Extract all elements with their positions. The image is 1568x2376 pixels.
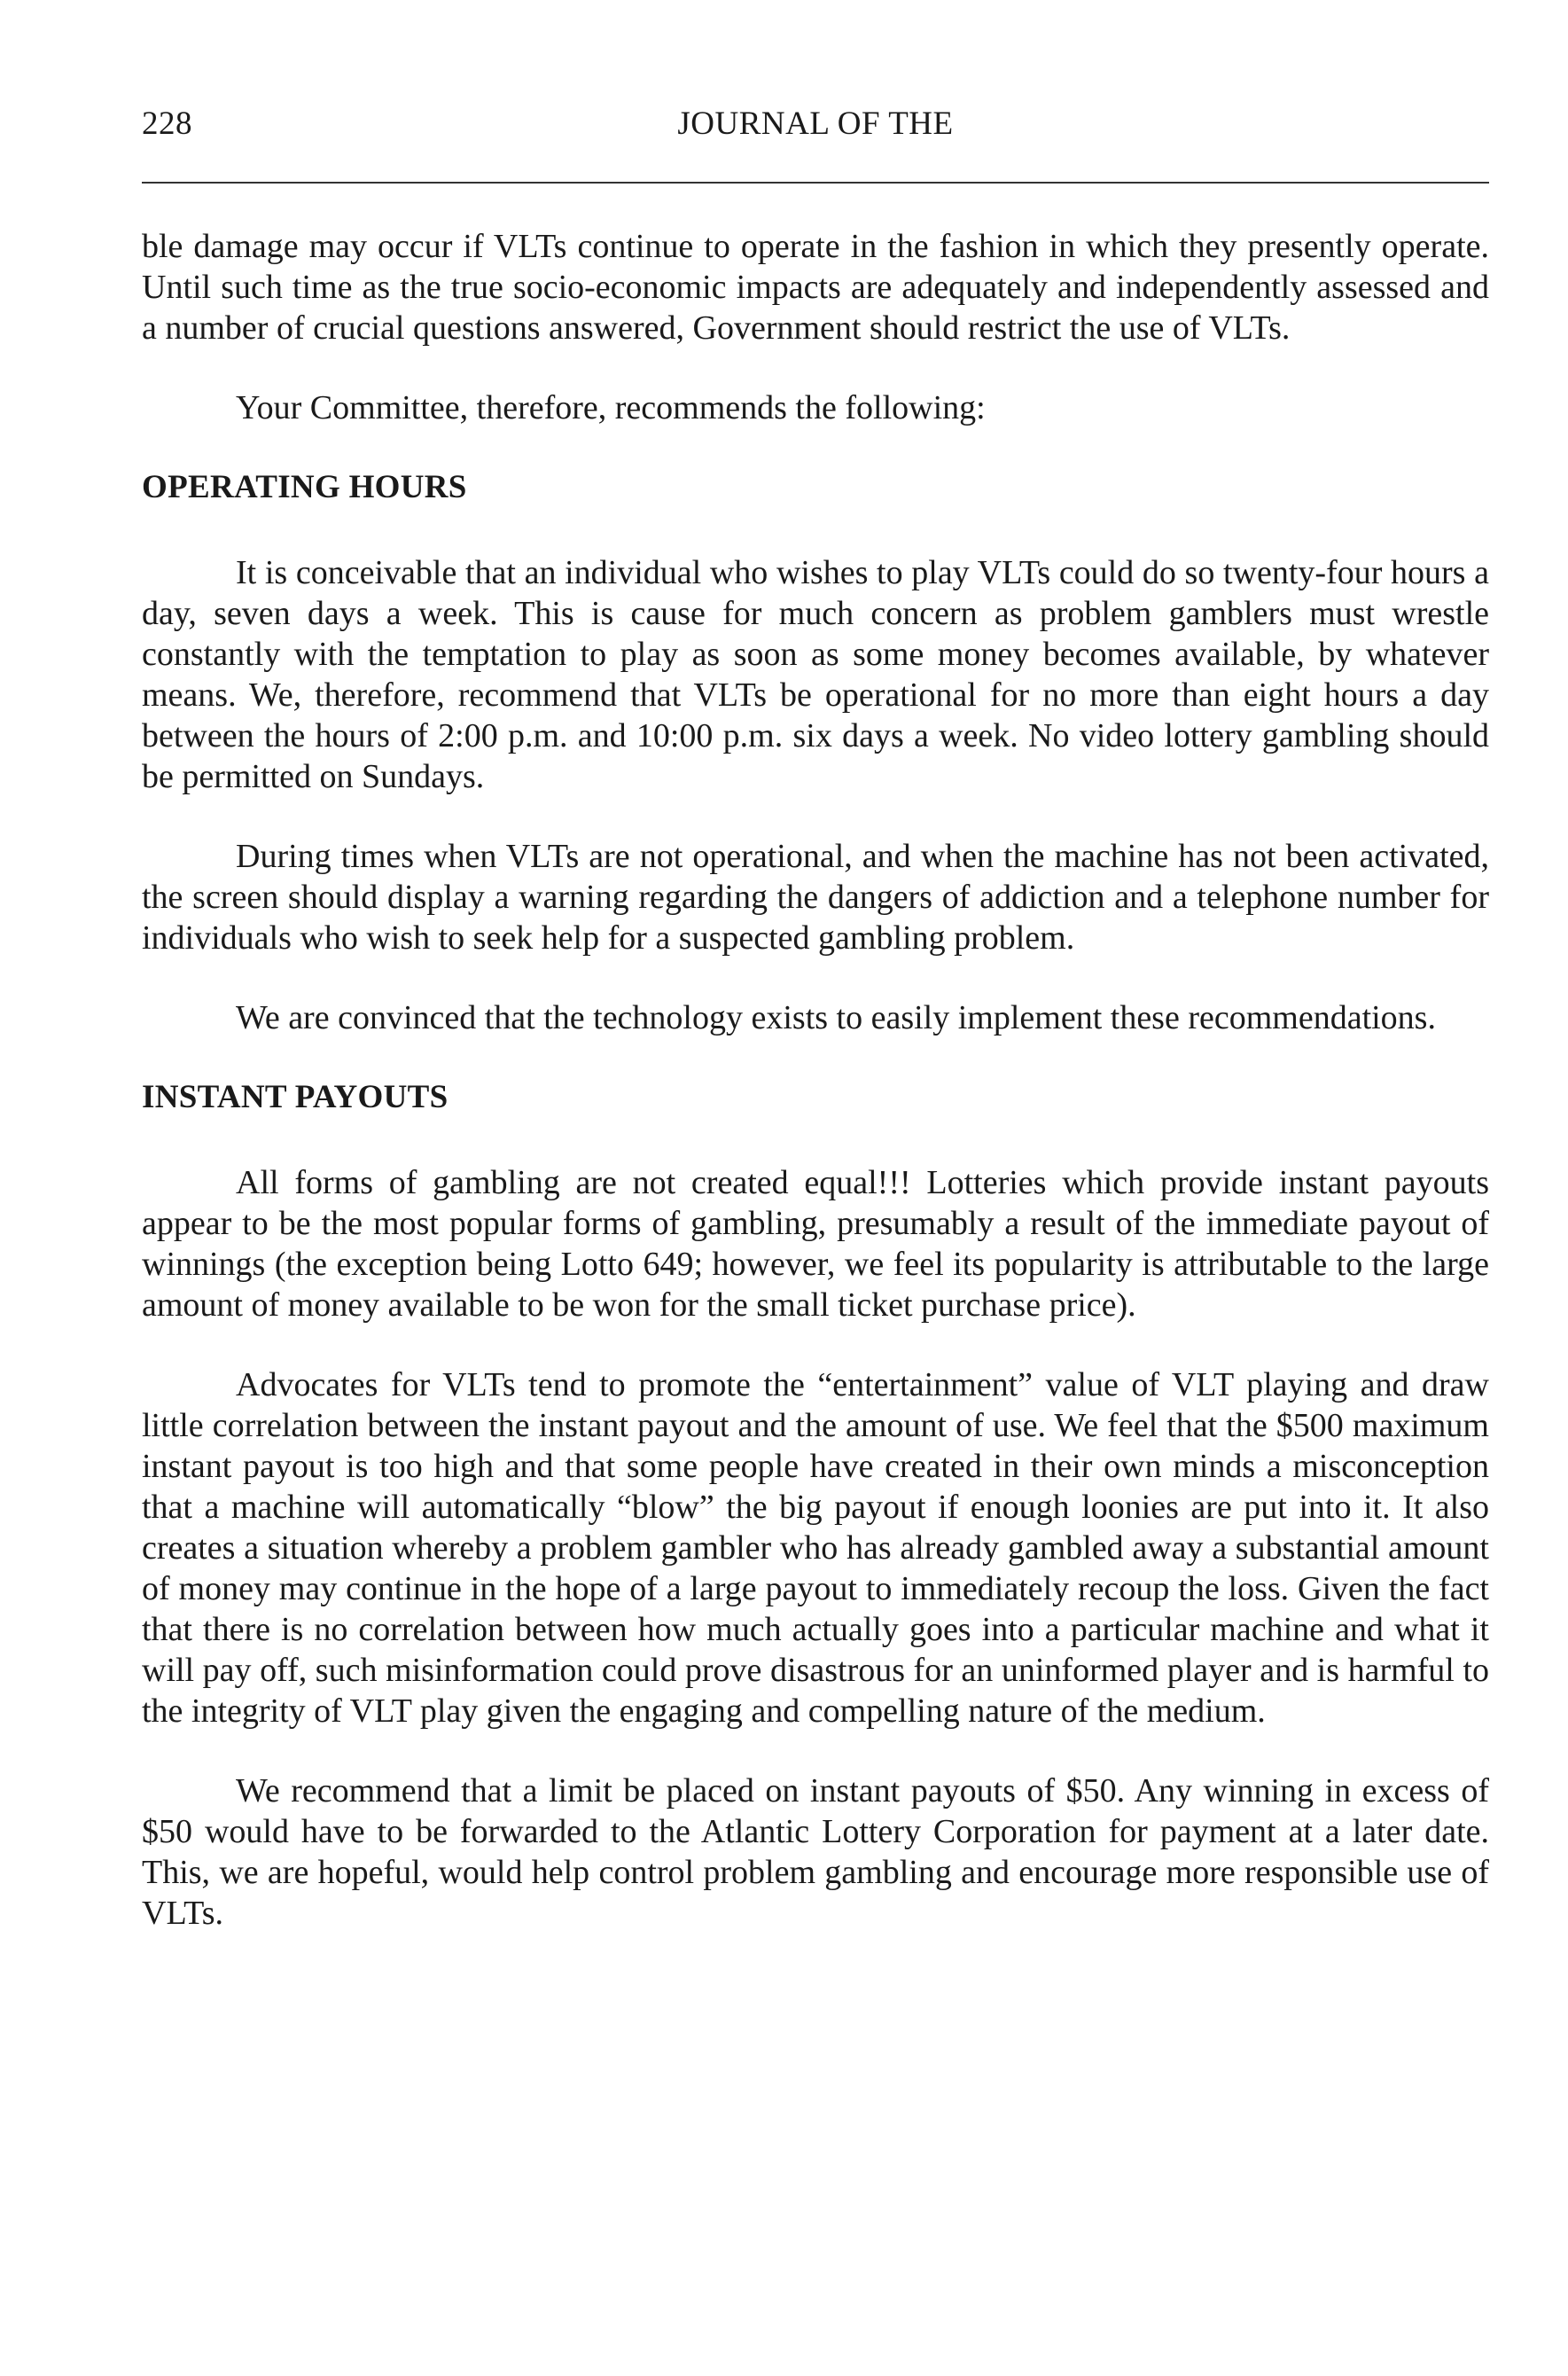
running-head xyxy=(142,105,1489,154)
paragraph-advocates: Advocates for VLTs tend to promote the “entertainment” value of VLT playing and draw little correlation between the instant payout and the amount of use. We feel that the $500 maximum instant payout is too high and that some people have created in their own minds a misconception that a machine will automatically “blow” the big payout if enough loonies are put into it. It also creates a situation whereby a problem gambler who has already gambled away a substantial amount of money may continue in the hope of a large payout to immediately recoup the loss. Given the fact that there is no correlation between how much actually goes into a particular machine and what it will pay off, such misinformation could prove disastrous for an uninformed player and is harmful to the integrity of VLT play given the engaging and compelling nature of the medium. xyxy=(142,1366,1489,1730)
page-number: 228 xyxy=(142,106,192,142)
journal-title: JOURNAL OF THE xyxy=(677,106,954,142)
paragraph-recommendations-intro: Your Committee, therefore, recommends the following: xyxy=(236,389,986,426)
paragraph-continued: ble damage may occur if VLTs continue to operate in the fashion in which they presently operate. Until such time as the true socio-economic impacts are adequately and independently assessed and a number of crucial questions answered, Government should restrict the use of VLTs. xyxy=(142,228,1489,347)
paragraph-screen-warning: During times when VLTs are not operational, and when the machine has not been activated, the screen should display a warning regarding the dangers of addiction and a telephone number for individuals who wish to seek help for a suspected gambling problem. xyxy=(142,838,1489,957)
section-heading-operating-hours: OPERATING HOURS xyxy=(142,469,467,505)
paragraph-payout-limit: We recommend that a limit be placed on instant payouts of $50. Any winning in excess of $50 would have to be forwarded to the Atlantic Lottery Corporation for payment at a later date. This, we are hopeful, would help control problem gambling and encourage more responsible use of VLTs. xyxy=(142,1772,1489,1932)
body-text xyxy=(142,226,1489,1973)
paragraph-technology: We are convinced that the technology exists to easily implement these recommendations. xyxy=(236,999,1436,1036)
header-rule xyxy=(142,182,1489,184)
section-heading-instant-payouts: INSTANT PAYOUTS xyxy=(142,1079,449,1115)
paragraph-forms-of-gambling: All forms of gambling are not created equal!!! Lotteries which provide instant payouts appear to be the most popular forms of gambling, presumably a result of the immediate payout of winnings (the exception being Lotto 649; however, we feel its popularity is attributable to the large amount of money available to be won for the small ticket purchase price). xyxy=(142,1164,1489,1324)
paragraph-operating-hours: It is conceivable that an individual who wishes to play VLTs could do so twenty-four hours a day, seven days a week. This is cause for much concern as problem gamblers must wrestle constantly with the temptation to play as soon as some money becomes available, by whatever means. We, therefore, recommend that VLTs be operational for no more than eight hours a day between the hours of 2:00 p.m. and 10:00 p.m. six days a week. No video lottery gambling should be permitted on Sundays. xyxy=(142,554,1489,795)
